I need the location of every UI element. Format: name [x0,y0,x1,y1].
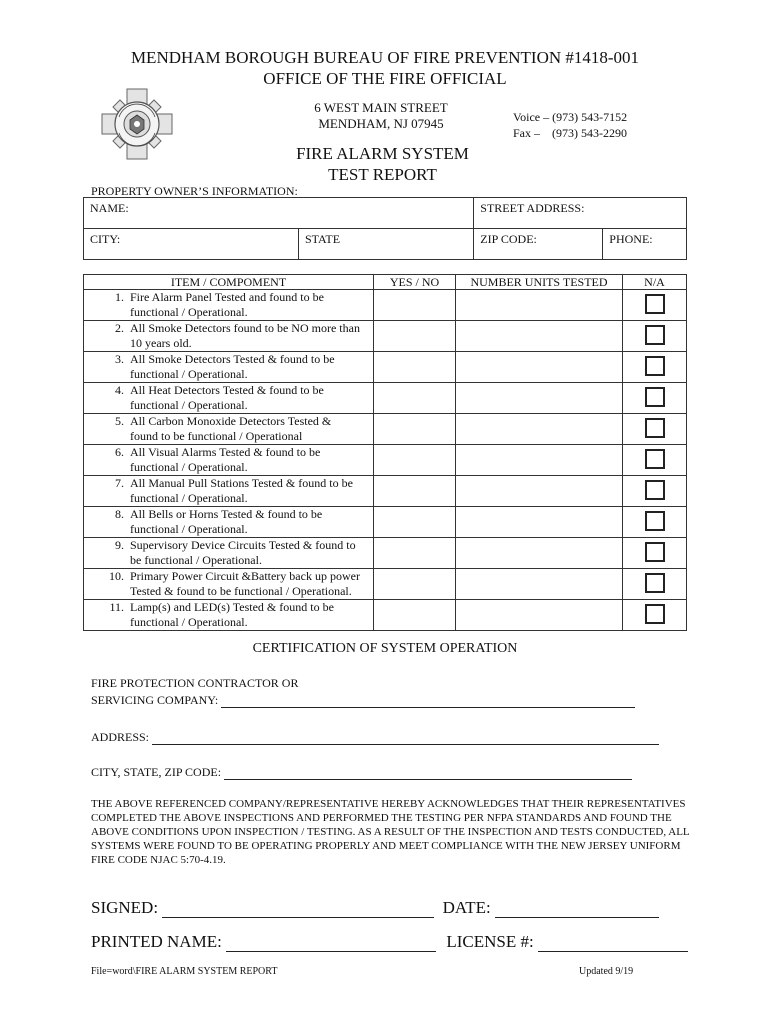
table-row [84,538,687,569]
item-number: 4. [115,383,124,397]
header-na: N/A [623,275,687,290]
table-row [84,414,687,445]
item-text-line1: Primary Power Circuit &Battery back up power [130,569,360,583]
fax-number: Fax – (973) 543-2290 [513,126,627,140]
units-tested-cell[interactable] [456,321,623,352]
item-text-line1: All Carbon Monoxide Detectors Tested & [130,414,332,428]
item-number: 10. [109,569,124,583]
yesno-cell[interactable] [374,538,456,569]
item-text-line1: Supervisory Device Circuits Tested & found to [130,538,356,552]
na-checkbox[interactable] [645,604,665,624]
city-field[interactable] [84,229,299,260]
voice-number: Voice – (973) 543-7152 [513,110,628,124]
license-input[interactable] [538,937,688,952]
header-item: ITEM / COMPOMENT [84,275,374,290]
item-cell [84,321,374,352]
printed-name-input[interactable] [226,937,436,952]
item-cell [84,383,374,414]
na-cell [623,445,687,476]
header-units: NUMBER UNITS TESTED [456,275,623,290]
item-number: 3. [115,352,124,366]
na-cell [623,352,687,383]
report-title [250,143,515,185]
item-cell [84,352,374,383]
na-checkbox[interactable] [645,511,665,531]
yesno-cell[interactable] [374,600,456,631]
yesno-cell[interactable] [374,445,456,476]
item-number: 7. [115,476,124,490]
item-text-line2: functional / Operational. [130,398,248,412]
contractor-address-input[interactable] [152,732,659,745]
item-number: 1. [115,290,124,304]
table-row [84,352,687,383]
table-row [84,476,687,507]
na-checkbox[interactable] [645,325,665,345]
item-text-line1: Lamp(s) and LED(s) Tested & found to be [130,600,334,614]
item-text-line2: be functional / Operational. [130,553,262,567]
footer-updated: Updated 9/19 [579,966,634,977]
signed-label: SIGNED: [91,898,159,917]
units-tested-cell[interactable] [456,414,623,445]
item-cell [84,290,374,321]
table-row [84,569,687,600]
zip-label: ZIP CODE: [480,232,537,246]
date-input[interactable] [495,903,659,918]
footer-file-path: File=word\FIRE ALARM SYSTEM REPORT [91,966,278,977]
phone-field[interactable] [603,229,687,260]
contractor-label-line2: SERVICING COMPANY: [91,693,219,707]
units-tested-cell[interactable] [456,290,623,321]
contractor-label-line1: FIRE PROTECTION CONTRACTOR OR [91,676,299,690]
city-state-zip-label: CITY, STATE, ZIP CODE: [91,765,222,779]
phone-label: PHONE: [609,232,653,246]
na-checkbox[interactable] [645,449,665,469]
table-row [84,507,687,538]
yesno-cell[interactable] [374,507,456,538]
na-cell [623,476,687,507]
units-tested-cell[interactable] [456,569,623,600]
item-text-line1: All Visual Alarms Tested & found to be [130,445,321,459]
item-text-line2: 10 years old. [130,336,192,350]
street-label: STREET ADDRESS: [480,201,585,215]
office-address [283,100,479,132]
report-title-line1: FIRE ALARM SYSTEM [296,144,469,163]
yesno-cell[interactable] [374,569,456,600]
table-row [84,383,687,414]
units-tested-cell[interactable] [456,383,623,414]
item-text-line1: All Smoke Detectors Tested & found to be [130,352,335,366]
na-cell [623,538,687,569]
units-tested-cell[interactable] [456,445,623,476]
na-checkbox[interactable] [645,294,665,314]
yesno-cell[interactable] [374,476,456,507]
item-text-line2: Tested & found to be functional / Operational. [130,584,352,598]
item-text-line1: All Heat Detectors Tested & found to be [130,383,324,397]
na-cell [623,569,687,600]
item-cell [84,507,374,538]
item-text-line1: Fire Alarm Panel Tested and found to be [130,290,324,304]
na-cell [623,507,687,538]
address-line2: MENDHAM, NJ 07945 [318,116,444,131]
servicing-company-input[interactable] [221,695,635,708]
na-checkbox[interactable] [645,387,665,407]
na-checkbox[interactable] [645,542,665,562]
acknowledgement-text: THE ABOVE REFERENCED COMPANY/REPRESENTATIVE HEREBY ACKNOWLEDGES THAT THEIR REPRESENTATIVES COMPLETED THE ABOVE INSPECTIONS AND PERFORMED THE TESTING PER NFPA STANDARDS AND FOUND THE ABOVE CONDITIONS UPON INSPECTION / TESTING. AS A RESULT OF THE INSPECTION AND TESTS CONDUCTED, ALL SYSTEMS WERE FOUND TO BE OPERATING PROPERLY AND MEET COMPLIANCE WITH THE NEW JERSEY UNIFORM FIRE CODE NJAC 5:70-4.19. [91,798,690,866]
item-cell [84,445,374,476]
units-tested-cell[interactable] [456,538,623,569]
na-cell [623,414,687,445]
fire-prevention-seal-icon [100,87,174,161]
city-label: CITY: [90,232,121,246]
yesno-cell[interactable] [374,321,456,352]
units-tested-cell[interactable] [456,507,623,538]
city-state-zip-input[interactable] [224,767,632,780]
table-row [84,321,687,352]
item-text-line2: functional / Operational. [130,367,248,381]
na-cell [623,290,687,321]
item-cell [84,538,374,569]
owner-name-field[interactable] [84,198,474,229]
item-text-line1: All Bells or Horns Tested & found to be [130,507,323,521]
item-text-line2: found to be functional / Operational [130,429,303,443]
item-number: 6. [115,445,124,459]
item-text-line2: functional / Operational. [130,615,248,629]
item-number: 9. [115,538,124,552]
yesno-cell[interactable] [374,290,456,321]
certification-title: CERTIFICATION OF SYSTEM OPERATION [252,641,518,656]
printed-name-label: PRINTED NAME: [91,932,222,951]
address-line1: 6 WEST MAIN STREET [314,100,448,115]
header-yesno: YES / NO [374,275,456,290]
na-cell [623,321,687,352]
owner-section-label: PROPERTY OWNER’S INFORMATION: [91,184,298,198]
date-label: DATE: [442,898,491,917]
license-label: LICENSE #: [446,932,534,951]
item-number: 2. [115,321,124,335]
yesno-cell[interactable] [374,414,456,445]
na-cell [623,600,687,631]
item-cell [84,600,374,631]
state-label: STATE [305,232,341,246]
units-tested-cell[interactable] [456,476,623,507]
table-row [84,290,687,321]
signature-input[interactable] [162,903,434,918]
units-tested-cell[interactable] [456,352,623,383]
address-label: ADDRESS: [91,730,150,744]
na-checkbox[interactable] [645,356,665,376]
item-cell [84,476,374,507]
street-address-field[interactable] [474,198,687,229]
header-title-line2: OFFICE OF THE FIRE OFFICIAL [263,69,507,88]
item-text-line2: functional / Operational. [130,522,248,536]
na-checkbox[interactable] [645,573,665,593]
table-row [84,445,687,476]
item-text-line2: functional / Operational. [130,305,248,319]
yesno-cell[interactable] [374,352,456,383]
units-tested-cell[interactable] [456,600,623,631]
name-label: NAME: [90,201,129,215]
item-text-line1: All Smoke Detectors found to be NO more than [130,321,360,335]
report-title-line2: TEST REPORT [328,165,437,184]
test-items-table [83,274,687,631]
yesno-cell[interactable] [374,383,456,414]
zip-field[interactable] [474,229,603,260]
na-cell [623,383,687,414]
owner-info-table [83,197,687,260]
item-text-line2: functional / Operational. [130,460,248,474]
state-field[interactable] [299,229,474,260]
na-checkbox[interactable] [645,418,665,438]
contact-info [513,109,627,141]
item-cell [84,414,374,445]
item-number: 8. [115,507,124,521]
table-row [84,600,687,631]
na-checkbox[interactable] [645,480,665,500]
item-number: 5. [115,414,124,428]
item-text-line2: functional / Operational. [130,491,248,505]
item-text-line1: All Manual Pull Stations Tested & found to be [130,476,353,490]
item-cell [84,569,374,600]
header-title-line1: MENDHAM BOROUGH BUREAU OF FIRE PREVENTION #1418-001 [130,48,640,67]
item-number: 11. [109,600,124,614]
